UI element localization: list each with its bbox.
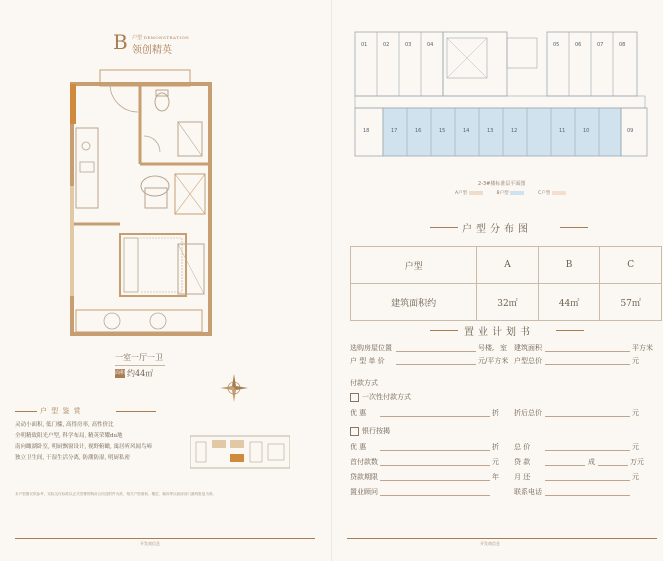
payment-title: 付款方式 [350, 379, 378, 387]
unit-number: 15 [439, 128, 446, 134]
unit-number: 10 [583, 128, 590, 134]
unit-number: 11 [559, 128, 566, 134]
appreciation-line: 灵动小面积, 低门槛, 高得房率, 高性价比 [15, 422, 114, 428]
down-payment-label: 首付款数 [350, 458, 378, 466]
building-no-unit: 号楼, [478, 344, 495, 352]
legend-label: A户型 [455, 191, 468, 196]
unit-label-en: DEMONSTRATION [143, 35, 190, 40]
table-header: B [538, 247, 600, 284]
option2-checkbox[interactable] [350, 427, 359, 436]
unit-number: 09 [627, 128, 634, 134]
opt1-after-price-unit: 元 [632, 409, 639, 417]
distribution-line-left [430, 227, 458, 228]
appreciation-lines [15, 420, 195, 464]
left-footer-line [15, 538, 315, 539]
distribution-line-right [560, 227, 588, 228]
legend-item-c [538, 190, 566, 196]
purchase-line-left [430, 330, 458, 331]
legend-item-b [497, 190, 525, 196]
room-unit: 室 [500, 344, 507, 352]
layout-text: 一室一厅一卫 [115, 353, 163, 362]
option1-checkbox[interactable] [350, 393, 359, 402]
total-price-field[interactable] [545, 364, 630, 365]
table-cell: 32㎡ [477, 284, 539, 321]
table-cell: 57㎡ [600, 284, 662, 321]
loan-amount-field[interactable] [598, 465, 628, 466]
appreciation-line: 南向瞰湖卧室, 明厨飘窗设计, 视野俯瞰, 寓居听风闻鸟啼 [15, 444, 152, 450]
opt2-total-label: 总 价 [514, 443, 531, 451]
opt2-discount-unit: 折 [492, 443, 499, 451]
purchase-line-right [556, 330, 584, 331]
opt2-discount-field[interactable] [380, 450, 490, 451]
unit-price-field[interactable] [396, 364, 476, 365]
area-tag-text: 面积 [115, 370, 126, 376]
unit-number: 01 [361, 42, 368, 48]
appreciation-line: 全明精致阳光户型, 科学布局, 精英荣耀du地 [15, 433, 123, 439]
opt1-discount-field[interactable] [380, 416, 490, 417]
monthly-unit: 元 [632, 473, 639, 481]
appreciation-footnote: 本户型图仅供参考，实际交付标准以正式签署的购房合同及附件为准，相关户型面积、楼层、朝向等以政府部门最终批复为准。 [15, 492, 217, 496]
appreciation-heading: 户 型 鉴 赏 [40, 407, 82, 415]
loan-label: 贷 款 [514, 458, 531, 466]
unit-number: 13 [487, 128, 494, 134]
consultant-label: 置业顾问 [350, 488, 378, 496]
unit-letter: B [113, 30, 128, 54]
unit-number: 14 [463, 128, 470, 134]
mini-site-plan [190, 432, 290, 472]
table-cell: 44㎡ [538, 284, 600, 321]
purchase-heading: 置业计划书 [464, 327, 534, 338]
option1-label: 一次性付款方式 [362, 393, 411, 401]
unit-label-cn: 户型 [132, 35, 143, 41]
consultant-field[interactable] [380, 495, 490, 496]
legend-label: C户型 [538, 191, 551, 196]
area-text: 约44㎡ [127, 369, 154, 378]
unit-number: 06 [575, 42, 582, 48]
option2-label: 银行按揭 [362, 427, 390, 435]
total-price-unit: 元 [632, 357, 639, 365]
appreciation-line-right [116, 411, 156, 412]
house-position-label: 选购房屋位置 [350, 344, 392, 352]
distribution-heading: 户型分布图 [462, 224, 532, 235]
right-footer-line [347, 538, 657, 539]
building-area-field[interactable] [545, 351, 630, 352]
unit-number: 03 [405, 42, 412, 48]
loan-term-unit: 年 [492, 473, 499, 481]
unit-number: 08 [619, 42, 626, 48]
legend-item-a [455, 190, 483, 196]
table-row-label: 建筑面积约 [351, 284, 477, 321]
phone-label: 联系电话 [514, 488, 542, 496]
loan-amount-unit: 万元 [630, 458, 644, 466]
unit-number: 16 [415, 128, 422, 134]
unit-number: 12 [511, 128, 518, 134]
left-footer-text: 开发商信息 [140, 541, 160, 546]
table-header: 户型 [351, 247, 477, 284]
down-payment-field[interactable] [380, 465, 490, 466]
opt2-total-field[interactable] [545, 450, 630, 451]
building-plan-caption: 2-3#楼标准层平面图 [478, 181, 526, 187]
legend-label: B户型 [496, 191, 509, 196]
page-divider [331, 0, 332, 561]
opt2-discount-label: 优 惠 [350, 443, 367, 451]
distribution-table [350, 246, 662, 321]
unit-price-label: 户 型 单 价 [350, 357, 385, 365]
unit-number: 07 [597, 42, 604, 48]
down-payment-unit: 元 [492, 458, 499, 466]
phone-field[interactable] [545, 495, 630, 496]
total-price-label: 户型总价 [514, 357, 542, 365]
monthly-field[interactable] [545, 480, 630, 481]
compass-icon [220, 374, 248, 402]
house-position-field[interactable] [396, 351, 476, 352]
unit-number: 04 [427, 42, 434, 48]
area-tag [115, 369, 125, 378]
loan-term-field[interactable] [380, 480, 490, 481]
table-header: A [477, 247, 539, 284]
building-area-label: 建筑面积 [514, 344, 542, 352]
opt2-total-unit: 元 [632, 443, 639, 451]
opt1-after-price-label: 折后总价 [514, 409, 542, 417]
unit-name: 领创精英 [132, 45, 172, 56]
right-footer-text: 开发商信息 [480, 541, 500, 546]
building-plan [347, 28, 663, 168]
unit-number: 02 [383, 42, 390, 48]
unit-price-unit: 元/平方米 [478, 357, 509, 365]
opt1-discount-unit: 折 [492, 409, 499, 417]
floorplan-drawing [60, 66, 220, 346]
unit-number: 17 [391, 128, 398, 134]
loan-ratio-field[interactable] [545, 465, 585, 466]
opt1-discount-label: 优 惠 [350, 409, 367, 417]
table-header: C [600, 247, 662, 284]
loan-ratio-unit: 成 [588, 458, 595, 466]
monthly-label: 月 还 [514, 473, 531, 481]
layout-divider [115, 365, 165, 366]
appreciation-line-left [15, 411, 37, 412]
unit-number: 05 [553, 42, 560, 48]
appreciation-line: 独立卫生间, 干湿生活分离, 防潮防湿, 明厨私密 [15, 455, 130, 461]
unit-label-small [132, 34, 189, 41]
legend [455, 190, 566, 196]
building-area-unit: 平方米 [632, 344, 653, 352]
loan-term-label: 贷款期限 [350, 473, 378, 481]
opt1-after-price-field[interactable] [545, 416, 630, 417]
unit-number: 18 [363, 128, 370, 134]
